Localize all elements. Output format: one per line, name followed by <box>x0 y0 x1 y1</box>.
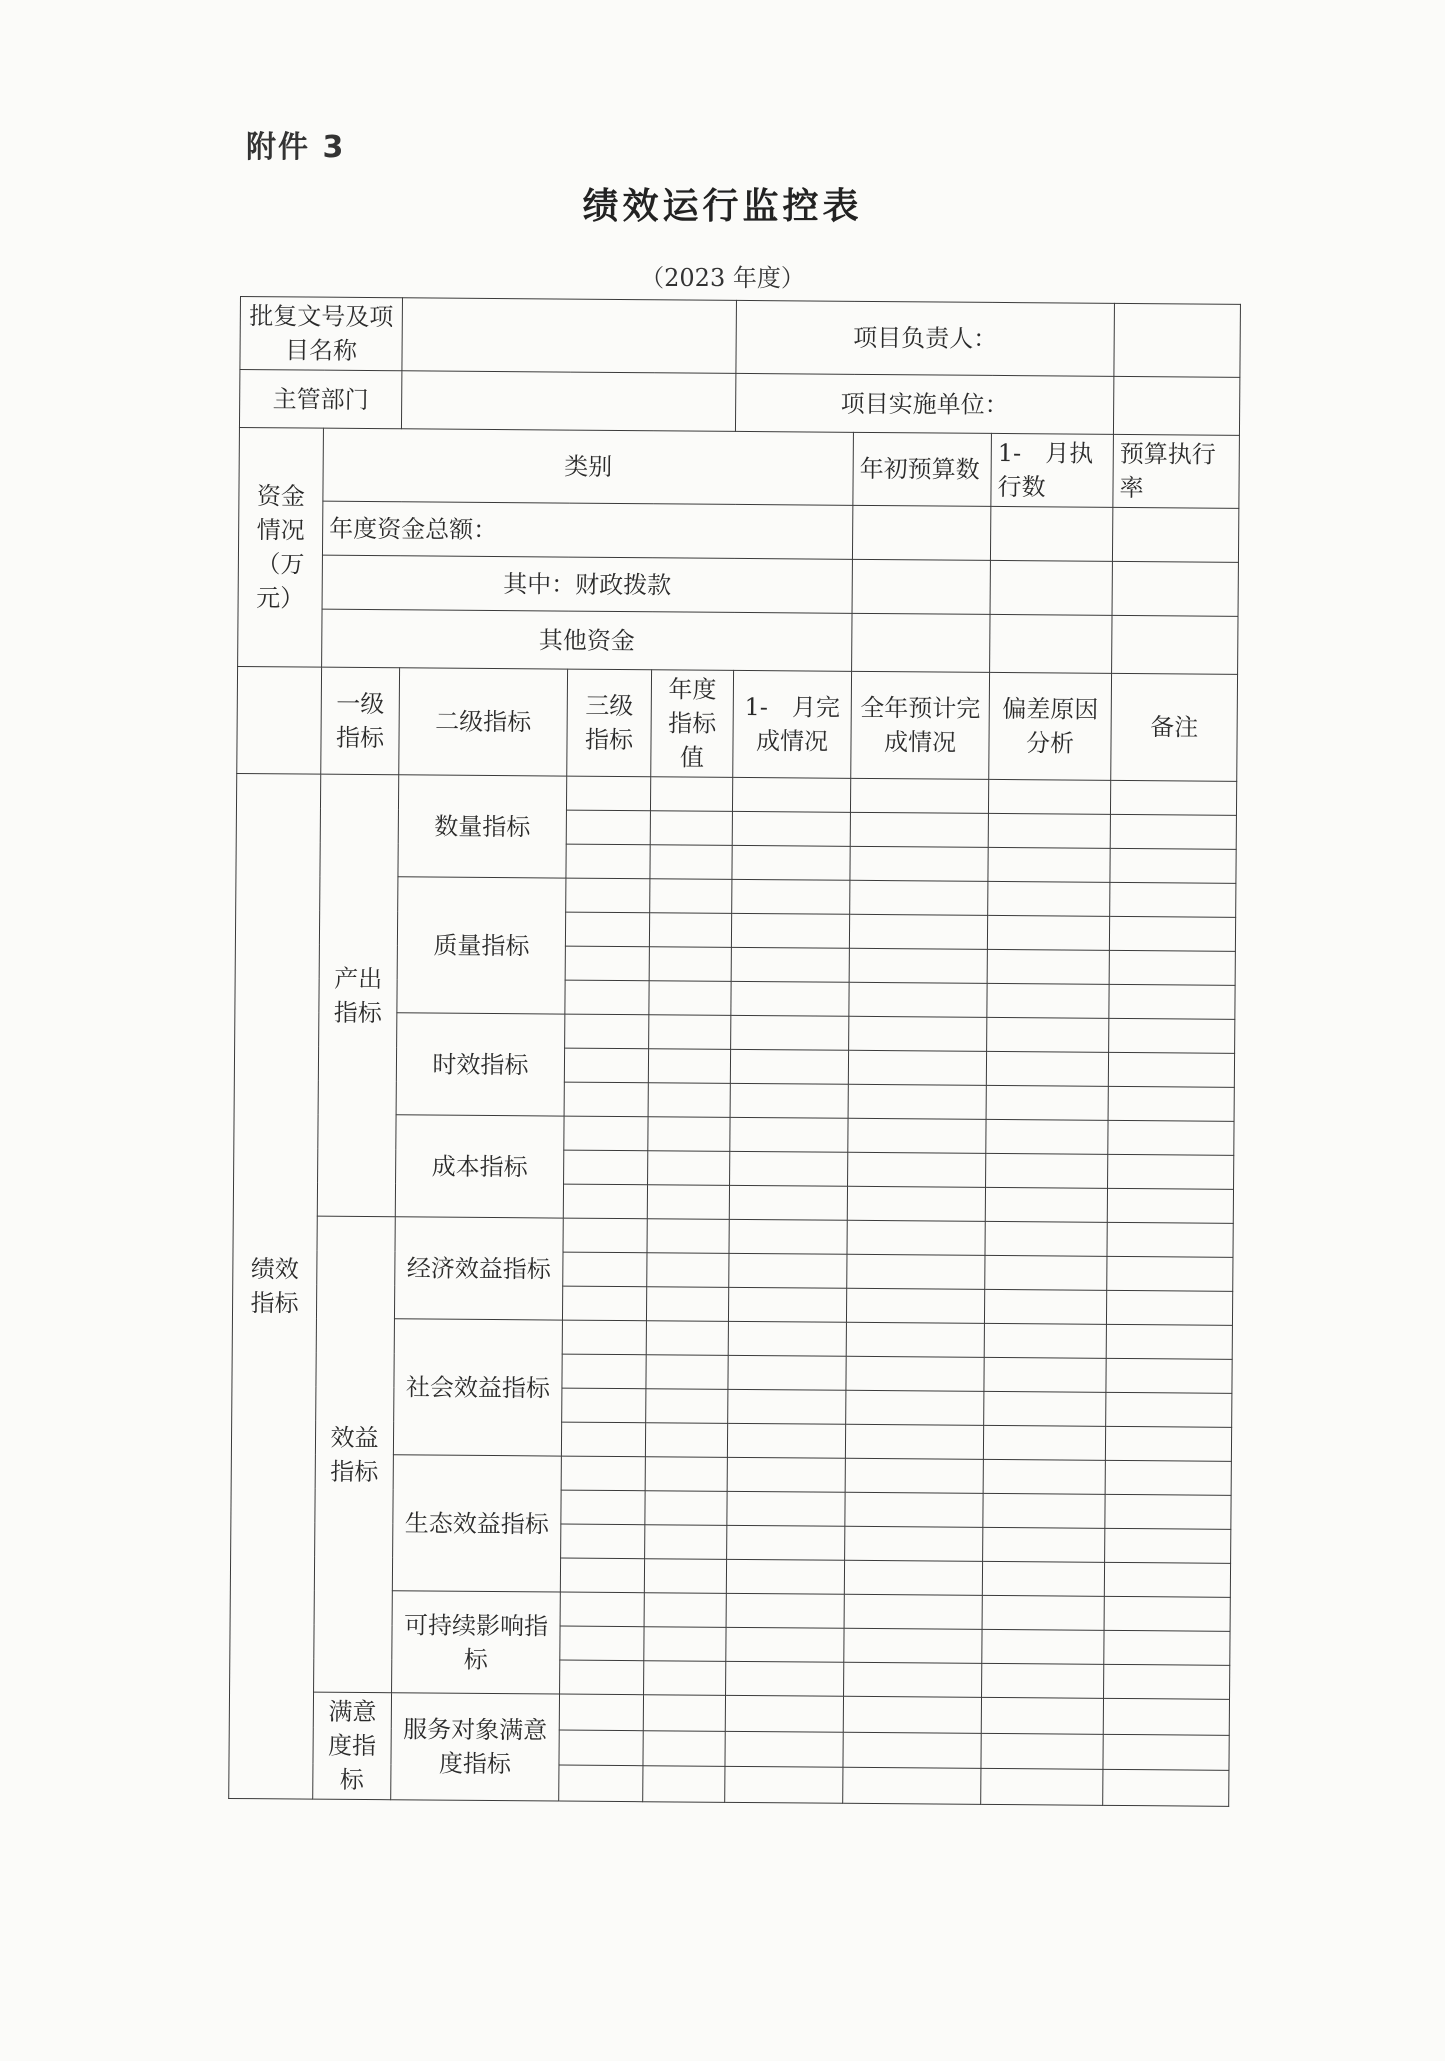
data-cell[interactable] <box>1107 1256 1233 1291</box>
data-cell[interactable] <box>987 949 1109 984</box>
data-cell[interactable] <box>986 1153 1108 1188</box>
data-cell[interactable] <box>845 1526 983 1561</box>
data-cell[interactable] <box>1107 1222 1233 1257</box>
data-cell[interactable] <box>1107 1188 1233 1223</box>
data-cell[interactable] <box>988 813 1110 848</box>
data-cell[interactable] <box>647 1219 729 1254</box>
data-cell[interactable] <box>563 1218 647 1253</box>
table-row <box>229 1691 1229 1735</box>
data-cell[interactable] <box>983 1425 1105 1460</box>
data-cell[interactable] <box>562 1354 646 1389</box>
data-cell[interactable] <box>566 810 650 845</box>
data-cell[interactable] <box>726 1661 844 1696</box>
col-target-header: 年度指标值 <box>651 670 734 778</box>
data-cell[interactable] <box>848 1050 986 1085</box>
data-cell[interactable] <box>725 1767 843 1804</box>
funds-rate-header: 预算执行率 <box>1113 434 1240 508</box>
data-cell[interactable] <box>844 1560 982 1595</box>
data-cell[interactable] <box>646 1321 728 1356</box>
funds-total-label: 年度资金总额： <box>322 501 852 559</box>
timeliness-indicator-label: 时效指标 <box>396 1013 565 1116</box>
data-cell[interactable] <box>566 844 650 879</box>
data-cell[interactable] <box>730 1151 848 1186</box>
data-cell[interactable] <box>1103 1770 1229 1807</box>
data-cell[interactable] <box>732 777 850 812</box>
data-cell[interactable] <box>645 1457 727 1492</box>
data-cell[interactable] <box>846 1356 984 1391</box>
attachment-label: 附件 3 <box>246 130 346 165</box>
data-cell[interactable] <box>560 1660 644 1695</box>
col-level2-header: 二级指标 <box>399 668 568 776</box>
data-cell[interactable] <box>1110 780 1236 815</box>
data-cell[interactable] <box>983 1459 1105 1494</box>
data-cell[interactable] <box>982 1561 1104 1596</box>
data-cell[interactable] <box>560 1626 644 1661</box>
data-cell[interactable] <box>648 1083 730 1118</box>
data-cell[interactable] <box>987 915 1109 950</box>
data-cell[interactable] <box>1105 1460 1231 1495</box>
data-cell[interactable] <box>563 1184 647 1219</box>
data-cell[interactable] <box>845 1492 983 1527</box>
funds-category-header: 类别 <box>323 428 854 505</box>
data-cell[interactable] <box>730 1083 848 1118</box>
data-cell[interactable] <box>731 913 849 948</box>
approval-label: 批复文号及项目名称 <box>240 297 403 371</box>
data-cell[interactable] <box>1104 1562 1230 1597</box>
data-cell[interactable] <box>561 1490 645 1525</box>
data-cell[interactable] <box>845 1424 983 1459</box>
data-cell[interactable] <box>1103 1734 1229 1771</box>
data-cell[interactable] <box>561 1456 645 1491</box>
data-cell[interactable] <box>727 1423 845 1458</box>
data-cell[interactable] <box>850 778 988 813</box>
data-cell[interactable] <box>1110 814 1236 849</box>
leader-label: 项目负责人： <box>736 300 1115 376</box>
funds-total-executed-cell[interactable] <box>990 506 1112 561</box>
service-satisfaction-indicator-label: 服务对象满意度指标 <box>391 1693 560 1801</box>
data-cell[interactable] <box>1103 1698 1229 1735</box>
data-cell[interactable] <box>984 1323 1106 1358</box>
data-cell[interactable] <box>848 1152 986 1187</box>
table-row <box>233 1215 1233 1257</box>
data-cell[interactable] <box>648 1049 730 1084</box>
data-cell[interactable] <box>559 1730 643 1766</box>
data-cell[interactable] <box>649 981 731 1016</box>
data-cell[interactable] <box>847 1254 985 1289</box>
data-cell[interactable] <box>564 1048 648 1083</box>
data-cell[interactable] <box>561 1524 645 1559</box>
data-cell[interactable] <box>646 1355 728 1390</box>
col-progress-header: 1- 月完成情况 <box>733 670 852 778</box>
data-cell[interactable] <box>849 948 987 983</box>
data-cell[interactable] <box>985 1187 1107 1222</box>
unit-value-cell[interactable] <box>1113 376 1239 435</box>
data-cell[interactable] <box>648 1117 730 1152</box>
data-cell[interactable] <box>1106 1290 1232 1325</box>
data-cell[interactable] <box>1110 848 1236 883</box>
data-cell[interactable] <box>649 913 731 948</box>
data-cell[interactable] <box>988 881 1110 916</box>
dept-value-cell[interactable] <box>401 371 735 432</box>
performance-section-label: 绩效指标 <box>229 773 321 1799</box>
data-cell[interactable] <box>563 1252 647 1287</box>
data-cell[interactable] <box>647 1185 729 1220</box>
data-cell[interactable] <box>559 1694 643 1730</box>
funds-total-rate-cell[interactable] <box>1112 507 1238 562</box>
data-cell[interactable] <box>728 1321 846 1356</box>
data-cell[interactable] <box>1104 1664 1230 1699</box>
data-cell[interactable] <box>645 1423 727 1458</box>
data-cell[interactable] <box>727 1525 845 1560</box>
data-cell[interactable] <box>644 1593 726 1628</box>
data-cell[interactable] <box>986 1085 1108 1120</box>
data-cell[interactable] <box>844 1594 982 1629</box>
data-cell[interactable] <box>850 880 988 915</box>
cost-indicator-label: 成本指标 <box>395 1115 564 1218</box>
data-cell[interactable] <box>982 1595 1104 1630</box>
data-cell[interactable] <box>731 947 849 982</box>
data-cell[interactable] <box>730 1117 848 1152</box>
data-cell[interactable] <box>561 1422 645 1457</box>
funds-fiscal-rate-cell[interactable] <box>1112 561 1238 616</box>
data-cell[interactable] <box>729 1219 847 1254</box>
quantity-indicator-label: 数量指标 <box>398 775 567 878</box>
data-cell[interactable] <box>1106 1392 1232 1427</box>
funds-other-rate-cell[interactable] <box>1112 615 1238 674</box>
data-cell[interactable] <box>1105 1426 1231 1461</box>
data-cell[interactable] <box>565 1014 649 1049</box>
data-cell[interactable] <box>987 983 1109 1018</box>
satisfaction-indicator-label: 满意度指标 <box>313 1692 392 1800</box>
data-cell[interactable] <box>1106 1324 1232 1359</box>
funds-fiscal-budget-cell[interactable] <box>852 559 990 614</box>
economic-indicator-label: 经济效益指标 <box>394 1217 563 1320</box>
data-cell[interactable] <box>732 811 850 846</box>
ecological-indicator-label: 生态效益指标 <box>392 1455 561 1592</box>
data-cell[interactable] <box>559 1765 643 1801</box>
data-cell[interactable] <box>984 1357 1106 1392</box>
funds-section-label: 资金情况（万元） <box>238 427 324 667</box>
data-cell[interactable] <box>988 779 1110 814</box>
dept-label: 主管部门 <box>239 370 401 429</box>
data-cell[interactable] <box>560 1592 644 1627</box>
data-cell[interactable] <box>850 846 988 881</box>
data-cell[interactable] <box>645 1491 727 1526</box>
data-cell[interactable] <box>1104 1630 1230 1665</box>
data-cell[interactable] <box>728 1287 846 1322</box>
data-cell[interactable] <box>725 1731 843 1768</box>
data-cell[interactable] <box>983 1493 1105 1528</box>
col-level1-header: 一级指标 <box>321 667 400 775</box>
data-cell[interactable] <box>981 1769 1103 1806</box>
data-cell[interactable] <box>850 812 988 847</box>
data-cell[interactable] <box>645 1525 727 1560</box>
funds-fiscal-executed-cell[interactable] <box>990 560 1112 615</box>
data-cell[interactable] <box>849 914 987 949</box>
data-cell[interactable] <box>562 1388 646 1423</box>
data-cell[interactable] <box>1106 1358 1232 1393</box>
data-cell[interactable] <box>843 1732 981 1769</box>
data-cell[interactable] <box>1110 882 1236 917</box>
data-cell[interactable] <box>1109 950 1235 985</box>
data-cell[interactable] <box>565 946 649 981</box>
data-cell[interactable] <box>983 1527 1105 1562</box>
data-cell[interactable] <box>1108 1154 1234 1189</box>
data-cell[interactable] <box>565 912 649 947</box>
performance-monitoring-table <box>228 296 1241 1807</box>
data-cell[interactable] <box>1108 1120 1234 1155</box>
data-cell[interactable] <box>643 1766 725 1802</box>
data-cell[interactable] <box>726 1627 844 1662</box>
data-cell[interactable] <box>1109 1018 1235 1053</box>
page-subtitle: （2023 年度） <box>640 264 805 292</box>
data-cell[interactable] <box>566 878 650 913</box>
data-cell[interactable] <box>1105 1528 1231 1563</box>
data-cell[interactable] <box>643 1695 725 1731</box>
funds-total-budget-cell[interactable] <box>852 505 990 560</box>
data-cell[interactable] <box>650 879 732 914</box>
data-cell[interactable] <box>985 1255 1107 1290</box>
funds-other-budget-cell[interactable] <box>852 613 990 672</box>
data-cell[interactable] <box>843 1696 981 1733</box>
data-cell[interactable] <box>644 1661 726 1696</box>
data-cell[interactable] <box>728 1355 846 1390</box>
data-cell[interactable] <box>564 1082 648 1117</box>
data-cell[interactable] <box>986 1051 1108 1086</box>
funds-executed-header: 1- 月执行数 <box>991 433 1114 507</box>
data-cell[interactable] <box>987 1017 1109 1052</box>
quality-indicator-label: 质量指标 <box>397 877 566 1014</box>
data-cell[interactable] <box>1108 1086 1234 1121</box>
unit-label: 项目实施单位： <box>735 373 1113 434</box>
data-cell[interactable] <box>848 1118 986 1153</box>
data-cell[interactable] <box>729 1185 847 1220</box>
data-cell[interactable] <box>844 1628 982 1663</box>
data-cell[interactable] <box>843 1768 981 1805</box>
data-cell[interactable] <box>984 1289 1106 1324</box>
data-cell[interactable] <box>981 1697 1103 1734</box>
data-cell[interactable] <box>732 879 850 914</box>
col-level3-header: 三级指标 <box>567 669 652 777</box>
data-cell[interactable] <box>846 1288 984 1323</box>
data-cell[interactable] <box>649 947 731 982</box>
col-remark-header: 备注 <box>1111 673 1238 781</box>
data-cell[interactable] <box>1109 916 1235 951</box>
data-cell[interactable] <box>646 1287 728 1322</box>
leader-value-cell[interactable] <box>1114 303 1241 377</box>
data-cell[interactable] <box>986 1119 1108 1154</box>
data-cell[interactable] <box>730 1049 848 1084</box>
data-cell[interactable] <box>566 776 650 811</box>
data-cell[interactable] <box>982 1663 1104 1698</box>
data-cell[interactable] <box>644 1559 726 1594</box>
col-forecast-header: 全年预计完成情况 <box>851 671 990 779</box>
data-cell[interactable] <box>1108 1052 1234 1087</box>
funds-fiscal-label: 其中：财政拨款 <box>322 555 852 613</box>
data-cell[interactable] <box>846 1390 984 1425</box>
data-cell[interactable] <box>650 845 732 880</box>
benefit-indicator-label: 效益指标 <box>314 1216 396 1693</box>
col-deviation-header: 偏差原因分析 <box>989 672 1112 780</box>
data-cell[interactable] <box>725 1695 843 1732</box>
data-cell[interactable] <box>560 1558 644 1593</box>
data-cell[interactable] <box>564 1150 648 1185</box>
data-cell[interactable] <box>726 1593 844 1628</box>
funds-initial-budget-header: 年初预算数 <box>853 432 992 506</box>
data-cell[interactable] <box>1104 1596 1230 1631</box>
data-cell[interactable] <box>650 811 732 846</box>
data-cell[interactable] <box>564 1116 648 1151</box>
data-cell[interactable] <box>650 777 732 812</box>
indicator-header-spacer <box>237 666 322 774</box>
data-cell[interactable] <box>729 1253 847 1288</box>
data-cell[interactable] <box>731 981 849 1016</box>
data-cell[interactable] <box>982 1629 1104 1664</box>
sustainable-indicator-label: 可持续影响指标 <box>392 1591 561 1694</box>
data-cell[interactable] <box>844 1662 982 1697</box>
table-row <box>236 773 1236 815</box>
data-cell[interactable] <box>846 1322 984 1357</box>
data-cell[interactable] <box>562 1286 646 1321</box>
social-indicator-label: 社会效益指标 <box>393 1319 562 1456</box>
data-cell[interactable] <box>648 1151 730 1186</box>
data-cell[interactable] <box>565 980 649 1015</box>
data-cell[interactable] <box>1105 1494 1231 1529</box>
data-cell[interactable] <box>984 1391 1106 1426</box>
data-cell[interactable] <box>647 1253 729 1288</box>
data-cell[interactable] <box>847 1220 985 1255</box>
output-indicator-label: 产出指标 <box>317 774 398 1217</box>
data-cell[interactable] <box>847 1186 985 1221</box>
data-cell[interactable] <box>728 1389 846 1424</box>
data-cell[interactable] <box>643 1730 725 1766</box>
approval-value-cell[interactable] <box>402 298 737 374</box>
data-cell[interactable] <box>845 1458 983 1493</box>
data-cell[interactable] <box>731 1015 849 1050</box>
data-cell[interactable] <box>562 1320 646 1355</box>
data-cell[interactable] <box>848 1084 986 1119</box>
funds-other-executed-cell[interactable] <box>990 614 1112 673</box>
data-cell[interactable] <box>985 1221 1107 1256</box>
data-cell[interactable] <box>981 1733 1103 1770</box>
data-cell[interactable] <box>849 1016 987 1051</box>
data-cell[interactable] <box>727 1491 845 1526</box>
data-cell[interactable] <box>646 1389 728 1424</box>
data-cell[interactable] <box>988 847 1110 882</box>
data-cell[interactable] <box>849 982 987 1017</box>
funds-other-label: 其他资金 <box>322 609 852 671</box>
data-cell[interactable] <box>649 1015 731 1050</box>
data-cell[interactable] <box>644 1627 726 1662</box>
data-cell[interactable] <box>726 1559 844 1594</box>
page-title: 绩效运行监控表 <box>582 186 863 227</box>
data-cell[interactable] <box>727 1457 845 1492</box>
data-cell[interactable] <box>732 845 850 880</box>
data-cell[interactable] <box>1109 984 1235 1019</box>
